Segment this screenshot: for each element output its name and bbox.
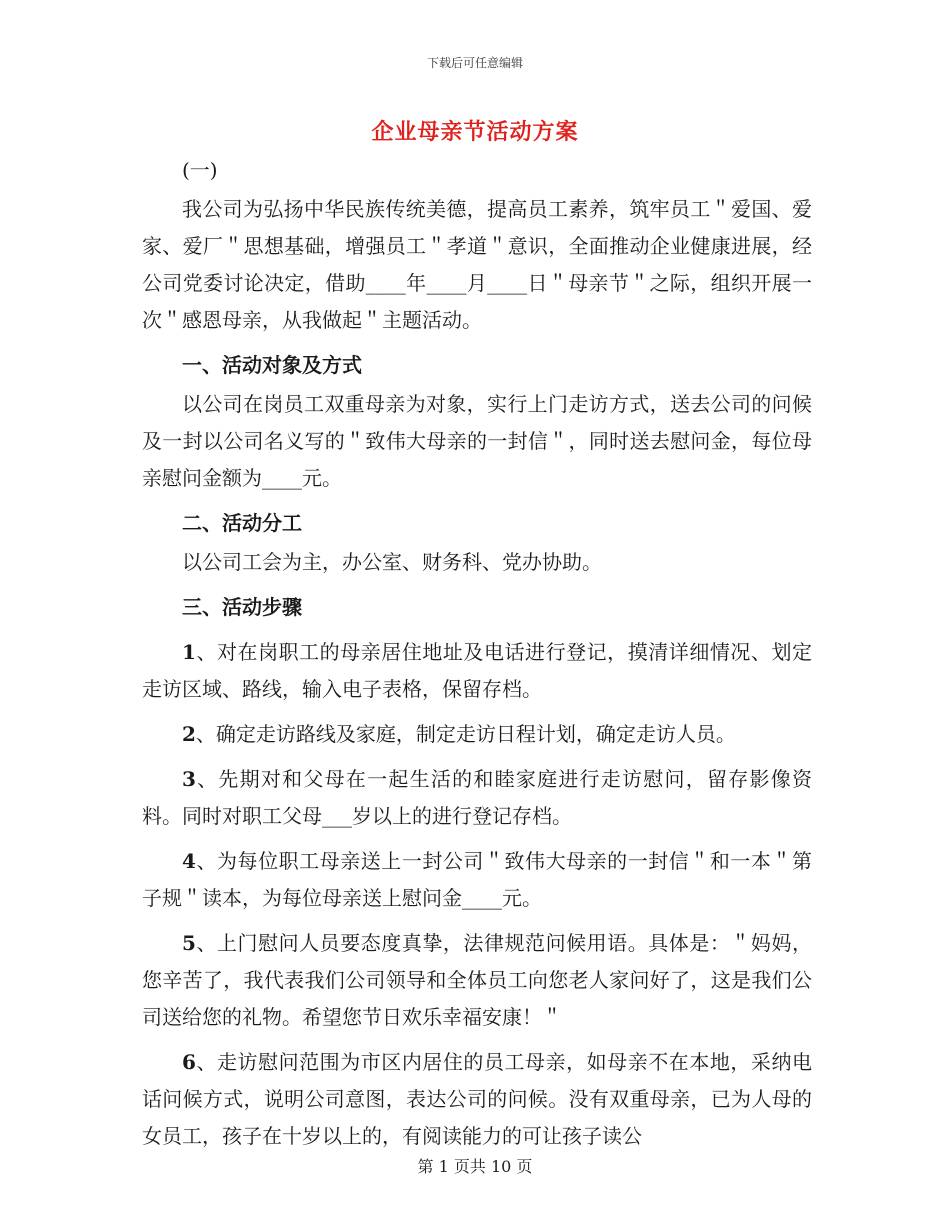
page-footer: 第 1 页共 10 页 [417,1157,533,1176]
step-text: 、先期对和父母在一起生活的和睦家庭进行走访慰问，留存影像资料。同时对职工父母___岁以上的进行登记存档。 [142,767,812,828]
step-number: 5 [182,931,196,955]
section-heading: 二、活动分工 [182,511,302,535]
step-number: 2 [182,722,196,746]
intro-paragraph: 我公司为弘扬中华民族传统美德，提高员工素养，筑牢员工＂爱国、爱家、爱厂＂思想基础，增强员工＂孝道＂意识，全面推动企业健康进展，经公司党委讨论决定，借助____年____月____日＂母亲节＂之际，组织开展一次＂感恩母亲，从我做起＂主题活动。 [142,197,812,332]
step-number: 1 [182,640,196,664]
step-item [142,1036,812,1155]
step-item [142,835,812,917]
step-item [142,917,812,1036]
section-heading: 一、活动对象及方式 [182,353,362,377]
step-text: 、对在岗职工的母亲居住地址及电话进行登记，摸清详细情况、划定走访区域、路线，输入电子表格，保留存档。 [142,640,812,701]
section-paragraph: 以公司工会为主，办公室、财务科、党办协助。 [182,550,602,574]
header-note: 下载后可任意编辑 [426,56,523,70]
document-body [142,152,812,1155]
step-text: 、确定走访路线及家庭，制定走访日程计划，确定走访人员。 [195,722,736,746]
step-item [142,708,812,753]
step-item [142,626,812,708]
step-number: 3 [182,767,196,791]
step-item [142,753,812,835]
step-text: 、为每位职工母亲送上一封公司＂致伟大母亲的一封信＂和一本＂第子规＂读本，为每位母亲送上慰问金____元。 [142,849,812,910]
step-number: 4 [182,849,196,873]
step-text: 、走访慰问范围为市区内居住的员工母亲，如母亲不在本地，采纳电话问候方式，说明公司意图，表达公司的问候。没有双重母亲，已为人母的女员工，孩子在十岁以上的，有阅读能力的可让孩子读公 [142,1050,812,1148]
section-number: (一) [182,158,218,182]
section-heading: 三、活动步骤 [182,595,302,619]
step-number: 6 [182,1050,196,1074]
section-paragraph: 以公司在岗员工双重母亲为对象，实行上门走访方式，送去公司的问候及一封以公司名义写的＂致伟大母亲的一封信＂，同时送去慰问金，每位母亲慰问金额为____元。 [142,392,812,490]
step-text: 、上门慰问人员要态度真挚，法律规范问候用语。具体是：＂妈妈，您辛苦了，我代表我们公司领导和全体员工向您老人家问好了，这是我们公司送给您的礼物。希望您节日欢乐幸福安康！＂ [142,931,812,1029]
document-title: 企业母亲节活动方案 [371,119,579,145]
